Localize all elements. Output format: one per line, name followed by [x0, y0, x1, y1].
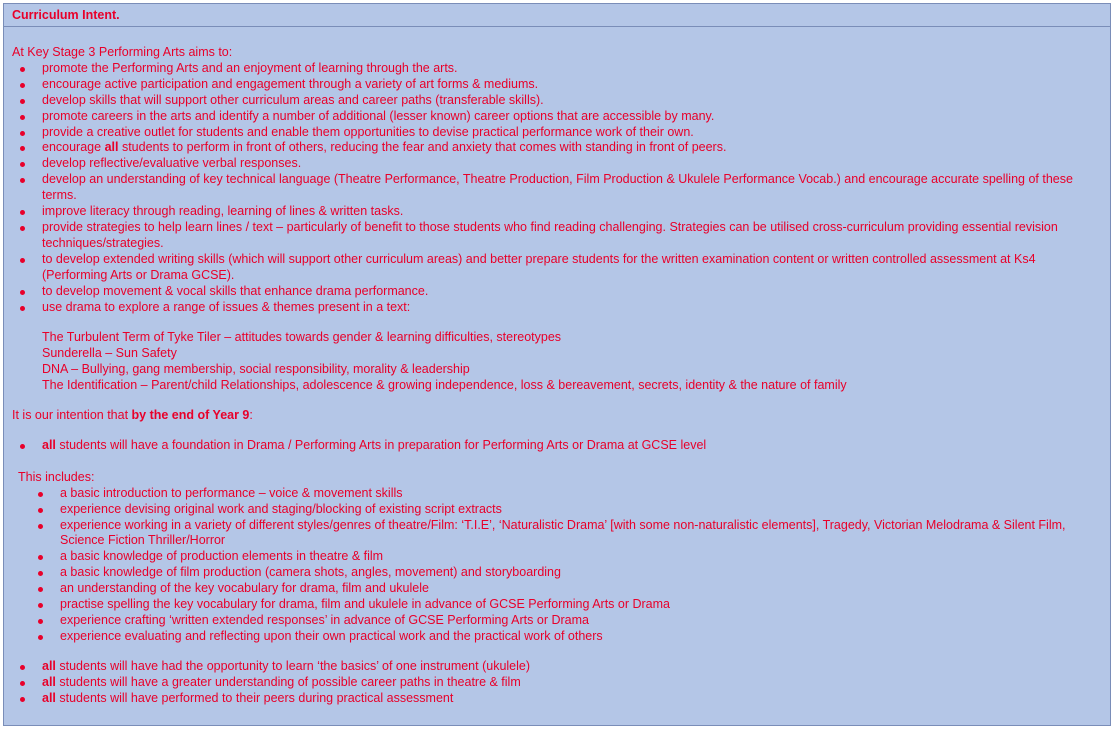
- bullet-icon: [20, 83, 25, 88]
- bullet-icon: [20, 67, 25, 72]
- intention-text: [12, 408, 1104, 424]
- includes-text: experience working in a variety of different styles/genres of theatre/Film: ‘T.I.E’, ‘Naturalistic Drama’ [with some non-naturalistic elements], Tragedy, Victorian Melodrama & Silent Film, Science Fiction Thriller/Horror: [60, 517, 1066, 548]
- bullet-icon: [20, 665, 25, 670]
- aim-text: to develop movement & vocal skills that enhance drama performance.: [42, 283, 429, 298]
- bullet-icon: [38, 587, 43, 592]
- includes-text: experience evaluating and reflecting upon their own practical work and the practical work of others: [60, 628, 603, 643]
- foundation-emphasis: all: [42, 437, 56, 452]
- aim-item: [12, 77, 1104, 93]
- includes-text: a basic knowledge of production elements in theatre & film: [60, 549, 384, 564]
- aim-item: [12, 220, 1104, 252]
- final-text: students will have had the opportunity to learn ‘the basics’ of one instrument (ukulele): [55, 658, 531, 673]
- includes-list: [12, 486, 1104, 645]
- includes-item: [12, 502, 1104, 518]
- includes-item: [12, 613, 1104, 629]
- bullet-icon: [20, 146, 25, 151]
- bullet-icon: [20, 444, 25, 449]
- final-emphasis: all: [42, 658, 56, 673]
- bullet-icon: [20, 99, 25, 104]
- includes-text: experience devising original work and staging/blocking of existing script extracts: [60, 501, 502, 516]
- bullet-icon: [38, 619, 43, 624]
- includes-item: [12, 597, 1104, 613]
- bullet-icon: [20, 178, 25, 183]
- aim-text: provide strategies to help learn lines / text – particularly of benefit to those students who find reading challenging. Strategies can be utilised cross-curriculum providing essential revision techniques/strategies.: [42, 219, 1058, 250]
- text-item: Sunderella – Sun Safety: [42, 346, 177, 361]
- bullet-icon: [20, 115, 25, 120]
- aim-text: develop reflective/evaluative verbal responses.: [42, 156, 302, 171]
- aim-item: [12, 284, 1104, 300]
- final-emphasis: all: [42, 674, 56, 689]
- panel-title: Curriculum Intent.: [12, 8, 120, 22]
- intention-post: :: [249, 408, 253, 423]
- aim-emphasis: all: [104, 140, 119, 155]
- bullet-icon: [20, 210, 25, 215]
- includes-item: [12, 565, 1104, 581]
- includes-item: [12, 486, 1104, 502]
- panel-content: [12, 45, 1104, 707]
- aim-text: to develop extended writing skills (which will support other curriculum areas) and better prepare students for the written examination content or written controlled assessment at Ks4 (Performing Arts or Drama GCSE).: [42, 251, 1036, 282]
- curriculum-intent-panel: [3, 3, 1111, 726]
- aim-text-tail: students to perform in front of others, reducing the fear and anxiety that comes with standing in front of peers.: [118, 140, 727, 155]
- bullet-icon: [38, 571, 43, 576]
- bullet-icon: [20, 226, 25, 231]
- foundation-list: [12, 438, 1104, 454]
- final-text: students will have a greater understanding of possible career paths in theatre & film: [55, 674, 521, 689]
- bullet-icon: [20, 697, 25, 702]
- bullet-icon: [20, 306, 25, 311]
- aim-item: [12, 61, 1104, 77]
- includes-text: practise spelling the key vocabulary for drama, film and ukulele in advance of GCSE Performing Arts or Drama: [60, 597, 670, 612]
- bullet-icon: [20, 162, 25, 167]
- includes-text: a basic introduction to performance – voice & movement skills: [60, 485, 403, 500]
- includes-label: This includes:: [18, 469, 95, 484]
- includes-text: a basic knowledge of film production (camera shots, angles, movement) and storyboarding: [60, 565, 561, 580]
- foundation-item: [12, 438, 1104, 454]
- final-item: [12, 691, 1104, 707]
- aim-item: [12, 93, 1104, 109]
- aim-text: provide a creative outlet for students and enable them opportunities to devise practical performance work of their own.: [42, 124, 694, 139]
- final-text: students will have performed to their peers during practical assessment: [55, 690, 454, 705]
- foundation-text: students will have a foundation in Drama / Performing Arts in preparation for Performing Arts or Drama at GCSE level: [55, 437, 707, 452]
- intention-pre: It is our intention that: [12, 408, 132, 423]
- includes-text: an understanding of the key vocabulary for drama, film and ukulele: [60, 581, 429, 596]
- aim-item: [12, 252, 1104, 284]
- intention-emphasis: by the end of Year 9: [131, 408, 250, 423]
- bullet-icon: [20, 131, 25, 136]
- aim-item: [12, 172, 1104, 204]
- bullet-icon: [38, 603, 43, 608]
- aim-text: encourage: [42, 140, 105, 155]
- includes-item: [12, 549, 1104, 565]
- final-item: [12, 659, 1104, 675]
- final-emphasis: all: [42, 690, 56, 705]
- includes-item: [12, 581, 1104, 597]
- includes-item: [12, 629, 1104, 645]
- aim-item: [12, 140, 1104, 156]
- final-item: [12, 675, 1104, 691]
- aim-text: use drama to explore a range of issues & themes present in a text:: [42, 299, 411, 314]
- bullet-icon: [20, 681, 25, 686]
- aim-text: develop an understanding of key technical language (Theatre Performance, Theatre Production, Film Production & Ukulele Performance Vocab.) and encourage accurate spelling of these terms.: [42, 172, 1073, 203]
- aim-text: encourage active participation and engagement through a variety of art forms & mediums.: [42, 76, 539, 91]
- text-item: DNA – Bullying, gang membership, social responsibility, morality & leadership: [42, 362, 470, 377]
- aims-list: [12, 61, 1104, 316]
- texts-list: [12, 330, 1104, 394]
- aim-item: [12, 109, 1104, 125]
- text-item: The Identification – Parent/child Relationships, adolescence & growing independence, loss & bereavement, secrets, identity & the nature of family: [42, 378, 847, 393]
- aim-item: [12, 204, 1104, 220]
- aim-text: develop skills that will support other curriculum areas and career paths (transferable skills).: [42, 92, 544, 107]
- text-item: The Turbulent Term of Tyke Tiler – attitudes towards gender & learning difficulties, stereotypes: [42, 330, 562, 345]
- aim-text: promote careers in the arts and identify a number of additional (lesser known) career options that are accessible by many.: [42, 108, 715, 123]
- bullet-icon: [20, 290, 25, 295]
- final-list: [12, 659, 1104, 707]
- bullet-icon: [38, 524, 43, 529]
- panel-header: [4, 4, 1110, 27]
- bullet-icon: [38, 508, 43, 513]
- bullet-icon: [38, 555, 43, 560]
- bullet-icon: [20, 258, 25, 263]
- intro-text: At Key Stage 3 Performing Arts aims to:: [12, 45, 233, 59]
- bullet-icon: [38, 492, 43, 497]
- includes-text: experience crafting ‘written extended responses’ in advance of GCSE Performing Arts or Drama: [60, 613, 589, 627]
- aim-item: [12, 300, 1104, 316]
- includes-item: [12, 518, 1104, 550]
- aim-text: promote the Performing Arts and an enjoyment of learning through the arts.: [42, 60, 458, 75]
- aim-text: improve literacy through reading, learning of lines & written tasks.: [42, 204, 404, 219]
- aim-item: [12, 156, 1104, 172]
- bullet-icon: [38, 635, 43, 640]
- aim-item: [12, 125, 1104, 141]
